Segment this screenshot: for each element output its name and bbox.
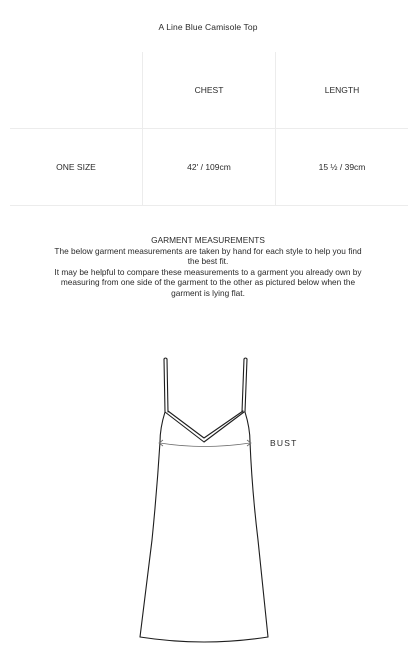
size-chart-table bbox=[10, 52, 408, 206]
bust-label: BUST bbox=[270, 438, 298, 448]
measurements-heading: GARMENT MEASUREMENTS bbox=[151, 235, 265, 245]
camisole-outline-icon bbox=[100, 350, 320, 660]
table-row bbox=[10, 129, 408, 206]
table-header-row bbox=[10, 52, 408, 129]
table-header-chest: CHEST bbox=[143, 52, 276, 129]
table-header-empty bbox=[10, 52, 143, 129]
measurements-paragraph-2: It may be helpful to compare these measurements to a garment you already own by measuring from one side of the garment to the other as pictured below when the garment is lying flat. bbox=[54, 266, 362, 298]
table-header-length: LENGTH bbox=[276, 52, 409, 129]
table-cell-length: 15 ½ / 39cm bbox=[276, 129, 409, 206]
table-cell-size: ONE SIZE bbox=[10, 129, 143, 206]
measurements-section bbox=[50, 235, 366, 298]
measurements-paragraph-1: The below garment measurements are taken by hand for each style to help you find the best fit. bbox=[54, 245, 362, 266]
product-title: A Line Blue Camisole Top bbox=[158, 22, 258, 32]
table-cell-chest: 42' / 109cm bbox=[143, 129, 276, 206]
